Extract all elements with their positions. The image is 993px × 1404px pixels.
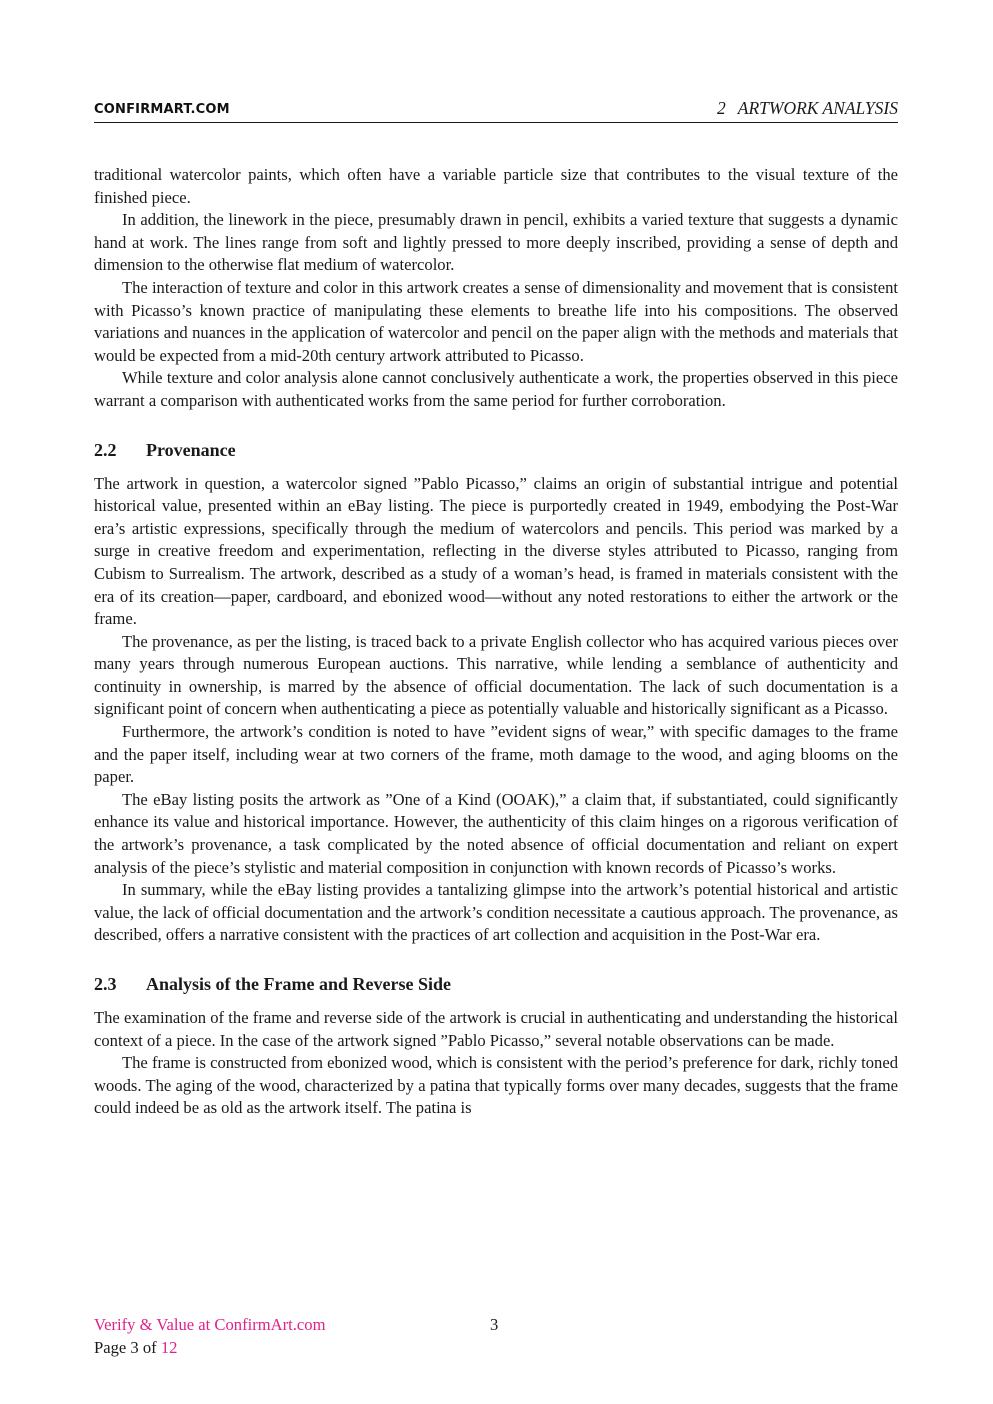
paragraph: While texture and color analysis alone cannot conclusively authenticate a work, the properties observed in this piece warrant a comparison with authenticated works from the same period for further corroboration. [94,368,898,410]
document-page [94,0,898,1404]
section-heading-provenance [94,437,898,463]
page-footer [94,1314,898,1359]
paragraph: The frame is constructed from ebonized wood, which is consistent with the period’s preference for dark, richly toned woods. The aging of the wood, characterized by a patina that typically forms over many decades, suggests that the frame could indeed be as old as the artwork itself. The patina is [94,1053,898,1118]
page-total-link[interactable]: 12 [160,1337,178,1357]
section-heading-frame-analysis [94,971,898,997]
paragraph: In addition, the linework in the piece, presumably drawn in pencil, exhibits a varied texture that suggests a dynamic hand at work. The lines range from soft and lightly pressed to more deeply inscribed, providing a sense of depth and dimension to the otherwise flat medium of watercolor. [94,210,898,275]
confirmart-logo: CONFIRMART.COM [94,102,230,117]
running-head-title: ARTWORK ANALYSIS [737,98,898,118]
paragraph: traditional watercolor paints, which often have a variable particle size that contributes to the visual texture of the finished piece. [94,165,898,207]
body-text [94,164,898,1120]
paragraph: In summary, while the eBay listing provides a tantalizing glimpse into the artwork’s potential historical and artistic value, the lack of official documentation and the artwork’s condition necessitate a cautious approach. The provenance, as described, offers a narrative consistent with the practices of art collection and acquisition in the Post-War era. [94,880,898,945]
paragraph: The eBay listing posits the artwork as ”One of a Kind (OOAK),” a claim that, if substantiated, could significantly enhance its value and historical importance. However, the authenticity of this claim hinges on a rigorous verification of the artwork’s provenance, a task complicated by the noted absence of official documentation and reliant on expert analysis of the piece’s stylistic and material composition in conjunction with known records of Picasso’s works. [94,789,898,877]
paragraph: The interaction of texture and color in this artwork creates a sense of dimensionality and movement that is consistent with Picasso’s known practice of manipulating these elements to breathe life into his compositions. The observed variations and nuances in the application of watercolor and pencil on the paper align with the methods and materials that would be expected from a mid-20th century artwork attributed to Picasso. [94,277,898,365]
running-head-number: 2 [717,98,726,118]
page-header [94,96,898,123]
page-count-prefix: Page 3 of [94,1337,161,1357]
paragraph: Furthermore, the artwork’s condition is noted to have ”evident signs of wear,” with specific damages to the frame and the paper itself, including wear at two corners of the frame, moth damage to the wood, and aging blooms on the paper. [94,722,898,787]
section-title: Analysis of the Frame and Reverse Side [146,974,451,994]
confirmart-link[interactable]: Verify & Value at ConfirmArt.com [94,1315,326,1334]
section-number: 2.2 [94,439,117,460]
paragraph: The examination of the frame and reverse side of the artwork is crucial in authenticating and understanding the historical context of a piece. In the case of the artwork signed ”Pablo Picasso,” several notable observations can be made. [94,1008,898,1050]
section-number: 2.3 [94,974,117,994]
footer-page-number: 3 [490,1315,499,1334]
paragraph: The artwork in question, a watercolor signed ”Pablo Picasso,” claims an origin of substantial intrigue and potential historical value, presented within an eBay listing. The piece is purportedly created in 1949, embodying the Post-War era’s artistic expressions, specifically through the medium of watercolors and pencils. This period was marked by a surge in creative freedom and experimentation, reflecting in the diverse styles attributed to Picasso, ranging from Cubism to Surrealism. The artwork, described as a study of a woman’s head, is framed in materials consistent with the era of its creation—paper, cardboard, and ebonized wood—without any noted restorations to either the artwork or the frame. [94,473,898,629]
page-count [94,1337,898,1360]
running-head [717,98,898,119]
section-title: Provenance [146,439,236,460]
paragraph: The provenance, as per the listing, is traced back to a private English collector who has acquired various pieces over many years through numerous European auctions. This narrative, while lending a semblance of authenticity and continuity in ownership, is marred by the absence of official documentation. The lack of such documentation is a significant point of concern when authenticating a piece as potentially valuable and historically significant as a Picasso. [94,631,898,719]
